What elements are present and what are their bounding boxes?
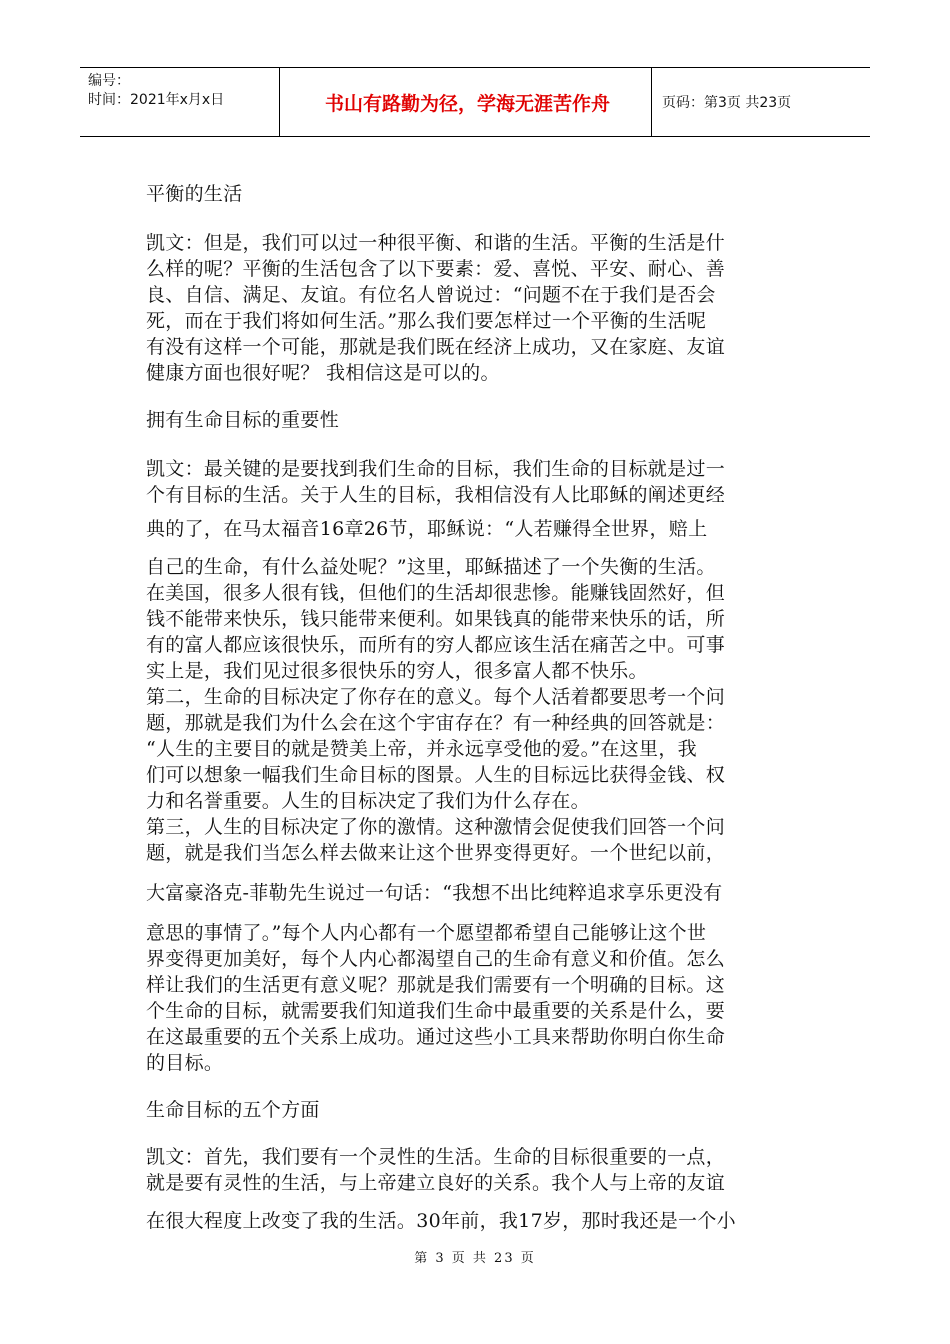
paragraph-line: 力和名誉重要。人生的目标决定了我们为什么存在。 (146, 790, 590, 812)
paragraph-line: 们可以想象一幅我们生命目标的图景。人生的目标远比获得金钱、权 (146, 764, 726, 786)
paragraph-line: 钱不能带来快乐，钱只能带来便利。如果钱真的能带来快乐的话，所 (146, 608, 726, 630)
paragraph-line: 凯文：首先，我们要有一个灵性的生活。生命的目标很重要的一点， (146, 1146, 726, 1168)
section-heading-balanced-life: 平衡的生活 (146, 183, 243, 205)
header-page-label: 页码：第3页 共23页 (662, 95, 792, 111)
document-time-label: 时间：2021年x月x日 (88, 92, 225, 108)
paragraph-line: 典的了，在马太福音16章26节，耶稣说：“人若赚得全世界，赔上 (146, 518, 708, 540)
paragraph-line: 第三，人生的目标决定了你的激情。这种激情会促使我们回答一个问 (146, 816, 726, 838)
paragraph-line: 自己的生命，有什么益处呢？”这里，耶稣描述了一个失衡的生活。 (146, 556, 716, 578)
document-body (146, 180, 808, 1234)
header-meta (80, 68, 280, 136)
paragraph-line: 在美国，很多人很有钱，但他们的生活却很悲惨。能赚钱固然好，但 (146, 582, 726, 604)
paragraph-line: 题，那就是我们为什么会在这个宇宙存在？有一种经典的回答就是： (146, 712, 726, 734)
paragraph-line: 有的富人都应该很快乐，而所有的穷人都应该生活在痛苦之中。可事 (146, 634, 726, 656)
paragraph-line: 就是要有灵性的生活，与上帝建立良好的关系。我个人与上帝的友谊 (146, 1172, 726, 1194)
header-motto: 书山有路勤为径，学海无涯苦作舟 (280, 68, 652, 136)
paragraph-line: 样让我们的生活更有意义呢？那就是我们需要有一个明确的目标。这 (146, 974, 726, 996)
paragraph-line: “人生的主要目的就是赞美上帝，并永远享受他的爱。”在这里，我 (146, 738, 697, 760)
paragraph-line: 意思的事情了。”每个人内心都有一个愿望都希望自己能够让这个世 (146, 922, 707, 944)
paragraph-line: 死，而在于我们将如何生活。”那么我们要怎样过一个平衡的生活呢 (146, 310, 707, 332)
paragraph-line: 么样的呢？平衡的生活包含了以下要素：爱、喜悦、平安、耐心、善 (146, 258, 726, 280)
paragraph-line: 实上是，我们见过很多很快乐的穷人，很多富人都不快乐。 (146, 660, 648, 682)
paragraph-line: 健康方面也很好呢？ 我相信这是可以的。 (146, 362, 500, 384)
paragraph-line: 大富豪洛克-菲勒先生说过一句话：“我想不出比纯粹追求享乐更没有 (146, 882, 723, 904)
section-heading-life-purpose: 拥有生命目标的重要性 (146, 409, 340, 431)
document-number-label: 编号： (88, 73, 130, 89)
paragraph-line: 在很大程度上改变了我的生活。30年前，我17岁，那时我还是一个小 (146, 1210, 736, 1232)
paragraph-line: 题，就是我们当怎么样去做来让这个世界变得更好。一个世纪以前， (146, 842, 726, 864)
paragraph-line: 在这最重要的五个关系上成功。通过这些小工具来帮助你明白你生命 (146, 1026, 726, 1048)
page-footer: 第 3 页 共 23 页 (414, 1251, 536, 1266)
paragraph-five-aspects (146, 1144, 808, 1234)
paragraph-line: 良、自信、满足、友谊。有位名人曾说过：“问题不在于我们是否会 (146, 284, 716, 306)
paragraph-line: 第二，生命的目标决定了你存在的意义。每个人活着都要思考一个问 (146, 686, 726, 708)
paragraph-line: 界变得更加美好，每个人内心都渴望自己的生命有意义和价值。怎么 (146, 948, 726, 970)
paragraph-life-purpose (146, 456, 808, 1076)
paragraph-line: 凯文：但是，我们可以过一种很平衡、和谐的生活。平衡的生活是什 (146, 232, 726, 254)
page-header (80, 67, 870, 137)
paragraph-line: 凯文：最关键的是要找到我们生命的目标，我们生命的目标就是过一 (146, 458, 726, 480)
paragraph-line: 的目标。 (146, 1052, 224, 1074)
paragraph-line: 个有目标的生活。关于人生的目标，我相信没有人比耶稣的阐述更经 (146, 484, 726, 506)
paragraph-line: 个生命的目标，就需要我们知道我们生命中最重要的关系是什么，要 (146, 1000, 726, 1022)
section-heading-five-aspects: 生命目标的五个方面 (146, 1099, 320, 1121)
paragraph-line: 有没有这样一个可能，那就是我们既在经济上成功，又在家庭、友谊 (146, 336, 726, 358)
paragraph-balanced-life (146, 230, 808, 386)
